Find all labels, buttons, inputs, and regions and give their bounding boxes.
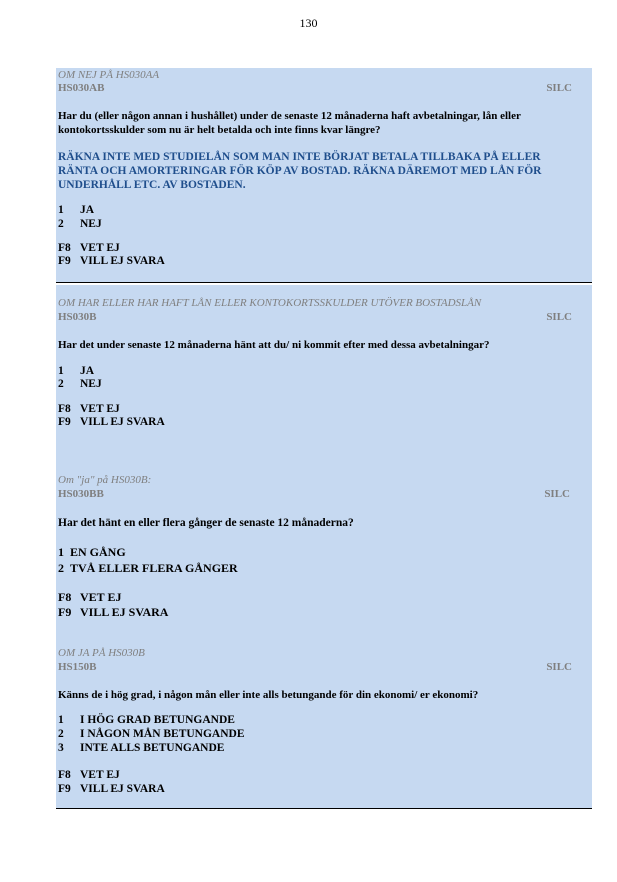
- special-answer-option: F8 VET EJ: [58, 590, 122, 604]
- survey-tag: SILC: [546, 661, 572, 673]
- variable-code: HS030BB: [58, 488, 104, 500]
- answer-option: 1 EN GÅNG: [58, 545, 126, 559]
- answer-option: 3 INTE ALLS BETUNGANDE: [58, 742, 225, 754]
- special-answer-option: F8 VET EJ: [58, 769, 120, 781]
- question-text-line-1: Har du (eller någon annan i hushållet) under de senaste 12 månaderna haft avbetalningar, lån eller: [58, 110, 521, 122]
- filter-condition: Om "ja" på HS030B:: [58, 474, 152, 486]
- answer-option: 2 NEJ: [58, 378, 102, 390]
- question-block-hs030ab: [56, 68, 592, 283]
- answer-option: 2 TVÅ ELLER FLERA GÅNGER: [58, 561, 238, 575]
- survey-tag: SILC: [546, 82, 572, 94]
- survey-tag: SILC: [544, 488, 570, 500]
- answer-option: 1 JA: [58, 204, 95, 216]
- answer-option: 2 NEJ: [58, 218, 102, 230]
- question-text: Känns de i hög grad, i någon mån eller inte alls betungande för din ekonomi/ er ekonomi?: [58, 689, 479, 701]
- answer-option: 2 I NÅGON MÅN BETUNGANDE: [58, 728, 245, 740]
- question-text: Har det under senaste 12 månaderna hänt att du/ ni kommit efter med dessa avbetalningar?: [58, 339, 490, 351]
- answer-option: 1 I HÖG GRAD BETUNGANDE: [58, 714, 235, 726]
- special-answer-option: F9 VILL EJ SVARA: [58, 783, 165, 795]
- special-answer-option: F8 VET EJ: [58, 242, 120, 254]
- special-answer-option: F9 VILL EJ SVARA: [58, 255, 165, 267]
- special-answer-option: F9 VILL EJ SVARA: [58, 416, 165, 428]
- variable-code: HS150B: [58, 661, 97, 673]
- question-block-group: [56, 285, 592, 809]
- question-text: Har det hänt en eller flera gånger de senaste 12 månaderna?: [58, 517, 354, 529]
- variable-code: HS030AB: [58, 82, 105, 94]
- answer-option: 1 JA: [58, 365, 95, 377]
- filter-condition: OM HAR ELLER HAR HAFT LÅN ELLER KONTOKORTSSKULDER UTÖVER BOSTADSLÅN: [58, 297, 482, 309]
- special-answer-option: F9 VILL EJ SVARA: [58, 605, 169, 619]
- variable-code: HS030B: [58, 311, 97, 323]
- special-answer-option: F8 VET EJ: [58, 403, 120, 415]
- interviewer-instruction: RÄKNA INTE MED STUDIELÅN SOM MAN INTE BÖRJAT BETALA TILLBAKA PÅ ELLER RÄNTA OCH AMORTERINGAR FÖR KÖP AV BOSTAD. RÄKNA DÄREMOT MED LÅN FÖR UNDERHÅLL ETC. AV BOSTADEN.: [58, 151, 542, 191]
- filter-condition: OM NEJ PÅ HS030AA: [58, 69, 160, 81]
- survey-tag: SILC: [546, 311, 572, 323]
- filter-condition: OM JA PÅ HS030B: [58, 647, 145, 659]
- page-number: 130: [299, 16, 318, 30]
- question-text-line-2: kontokortsskulder som nu är helt betalda och inte finns kvar längre?: [58, 124, 381, 136]
